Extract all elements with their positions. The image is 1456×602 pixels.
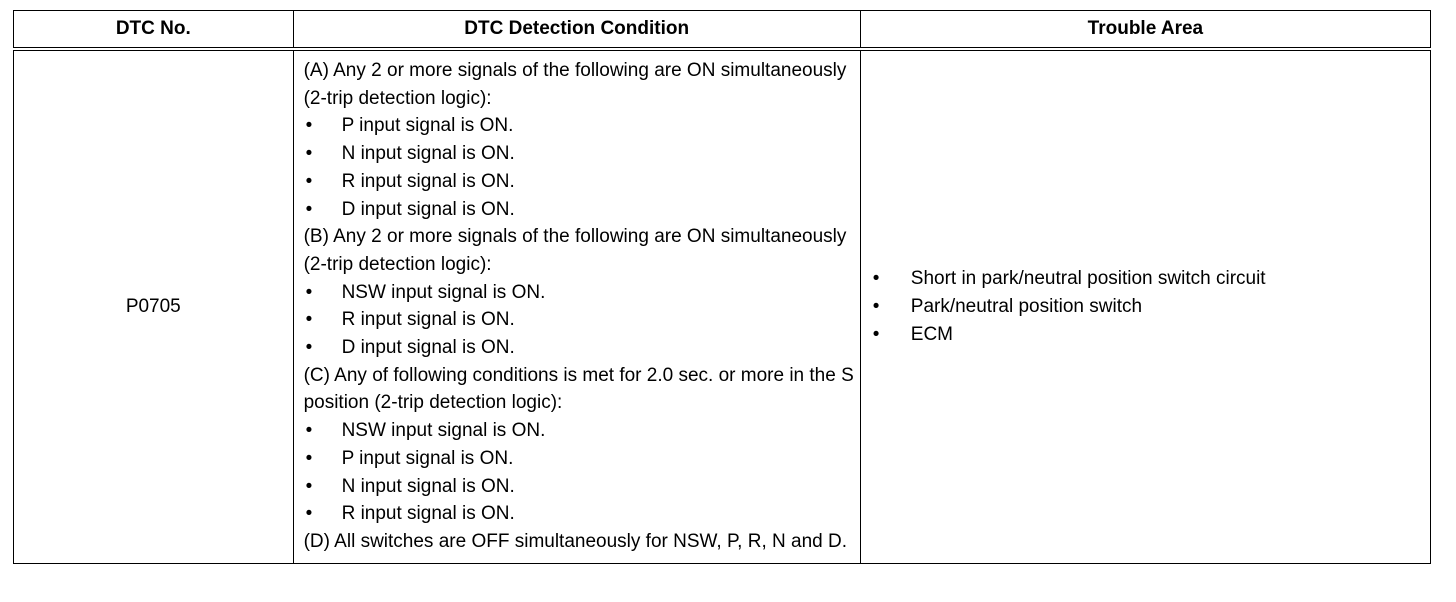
condition-block-c — [304, 362, 854, 528]
condition-block-b — [304, 223, 854, 362]
list-item: • NSW input signal is ON. — [304, 417, 854, 445]
trouble-area-cell — [860, 49, 1430, 563]
list-item: • R input signal is ON. — [304, 168, 854, 196]
condition-heading: (A) Any 2 or more signals of the following are ON simultaneously (2-trip detection logic): — [303, 60, 847, 109]
condition-bullet-list — [304, 112, 854, 223]
trouble-area-list — [871, 265, 1424, 348]
list-item: • D input signal is ON. — [304, 196, 854, 224]
dtc-code-cell: P0705 — [14, 49, 294, 563]
list-item: • Park/neutral position switch — [871, 293, 1424, 321]
condition-heading: (B) Any 2 or more signals of the following are ON simultaneously (2-trip detection logic): — [303, 226, 847, 275]
header-detection-condition: DTC Detection Condition — [293, 11, 860, 50]
header-trouble-area: Trouble Area — [860, 11, 1430, 50]
condition-bullet-list — [304, 279, 854, 362]
list-item: • R input signal is ON. — [304, 306, 854, 334]
list-item: • N input signal is ON. — [304, 140, 854, 168]
list-item: • Short in park/neutral position switch circuit — [871, 265, 1424, 293]
list-item: • R input signal is ON. — [304, 500, 854, 528]
list-item: • D input signal is ON. — [304, 334, 854, 362]
detection-condition-cell — [293, 49, 860, 563]
list-item: • N input signal is ON. — [304, 473, 854, 501]
list-item: • P input signal is ON. — [304, 112, 854, 140]
condition-heading: (D) All switches are OFF simultaneously for NSW, P, R, N and D. — [303, 530, 847, 552]
list-item: • ECM — [871, 321, 1424, 349]
condition-bullet-list — [304, 417, 854, 528]
list-item: • P input signal is ON. — [304, 445, 854, 473]
dtc-table — [13, 10, 1431, 564]
header-dtc-no: DTC No. — [14, 11, 294, 50]
header-row — [14, 11, 1431, 50]
condition-heading: (C) Any of following conditions is met for 2.0 sec. or more in the S position (2-trip detection logic): — [303, 364, 854, 414]
list-item: • NSW input signal is ON. — [304, 279, 854, 307]
condition-block-d — [304, 528, 854, 556]
condition-block-a — [304, 57, 854, 223]
table-row — [14, 49, 1431, 563]
